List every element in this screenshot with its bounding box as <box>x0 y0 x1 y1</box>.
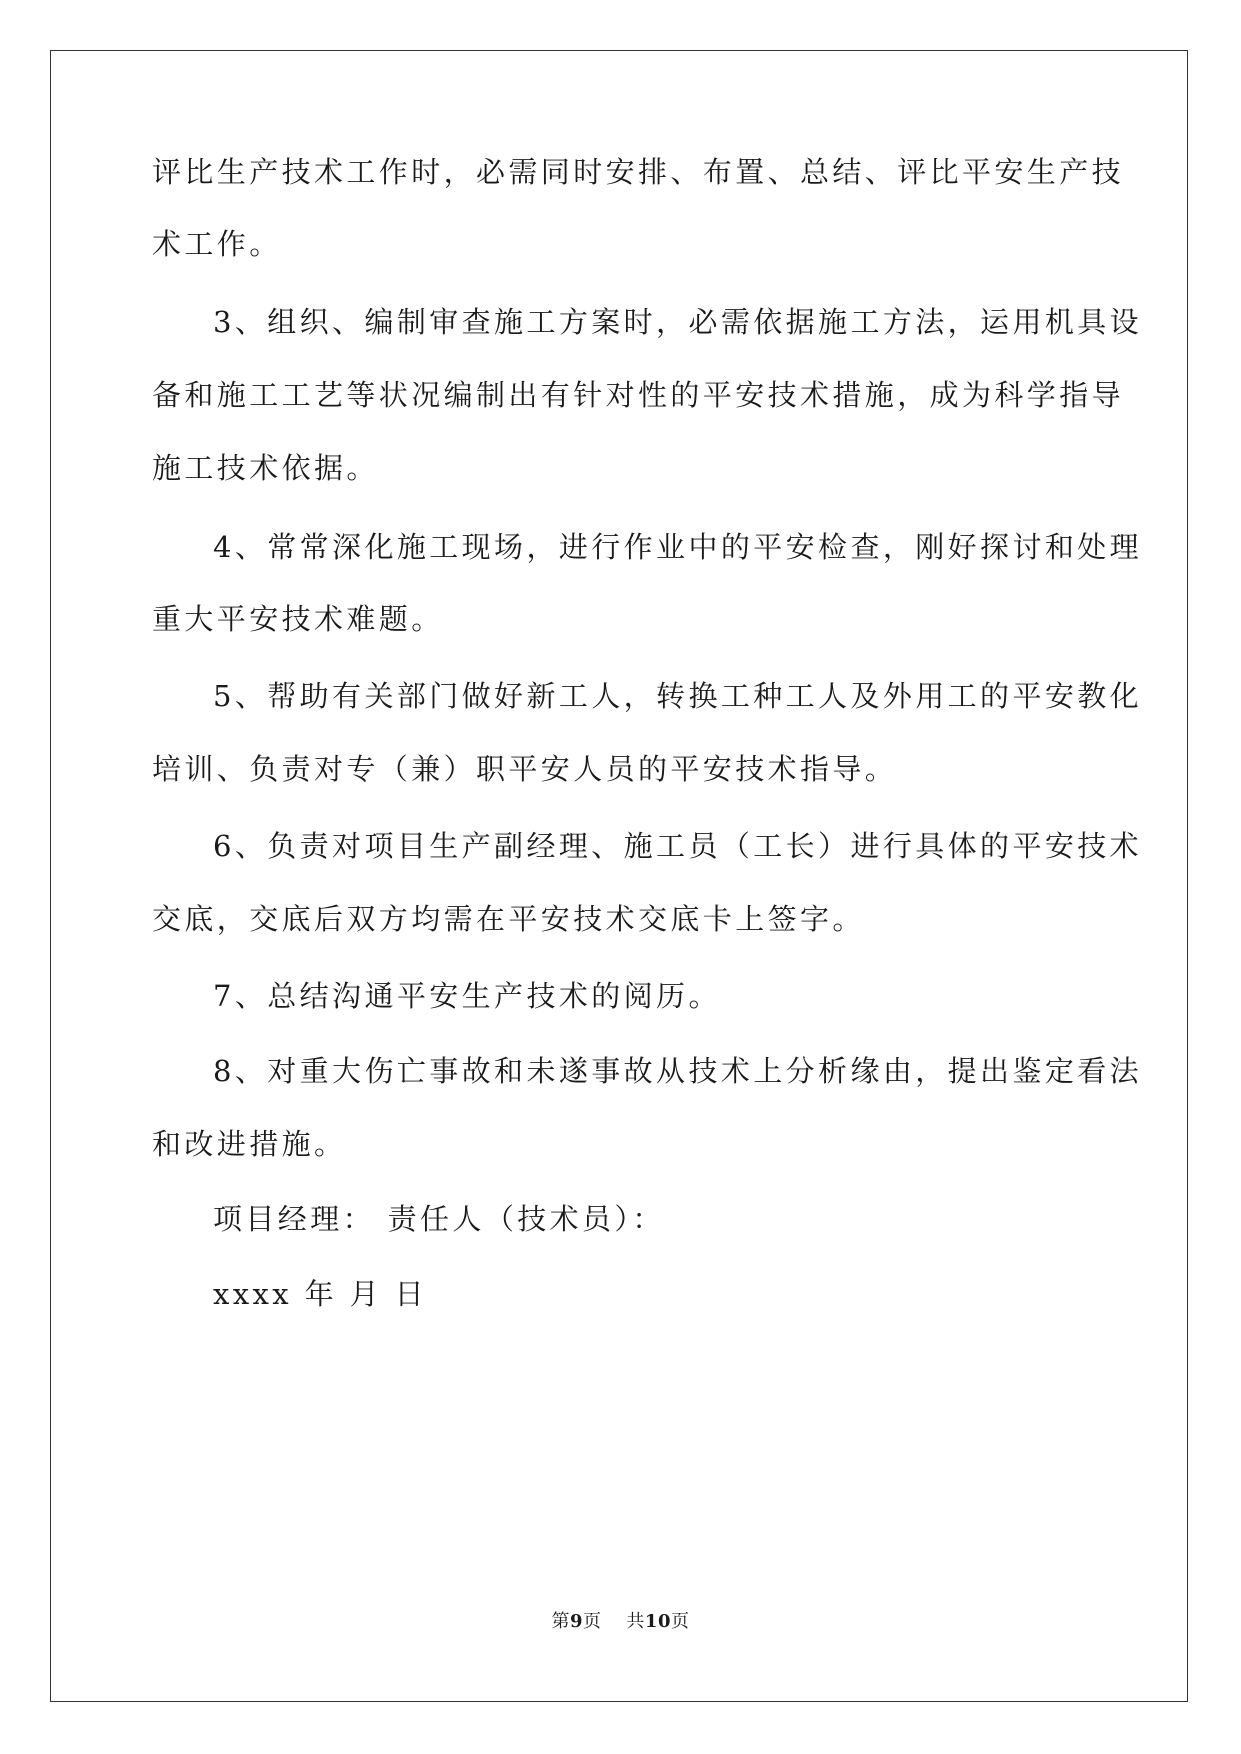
page-footer <box>0 1610 1241 1634</box>
text-line: 术工作。 <box>152 227 282 261</box>
total-pages: 10 <box>644 1611 671 1632</box>
page-label-prefix: 第 <box>551 1611 570 1632</box>
text-line-item-3: 3、组织、编制审查施工方案时，必需依据施工方法，运用机具设 <box>213 305 1143 339</box>
page-label-suffix: 页 <box>583 1611 602 1632</box>
text-line: 施工技术依据。 <box>152 451 379 485</box>
text-line-item-7: 7、总结沟通平安生产技术的阅历。 <box>213 979 721 1013</box>
signature-line: 项目经理： 责任人（技术员）： <box>213 1202 665 1236</box>
text-line: 备和施工工艺等状况编制出有针对性的平安技术措施，成为科学指导 <box>152 378 1125 412</box>
text-line: 评比生产技术工作时，必需同时安排、布置、总结、评比平安生产技 <box>152 155 1125 189</box>
text-line: 交底，交底后双方均需在平安技术交底卡上签字。 <box>152 902 865 936</box>
text-line-item-5: 5、帮助有关部门做好新工人，转换工种工人及外用工的平安教化 <box>213 679 1143 713</box>
text-line: 和改进措施。 <box>152 1127 347 1161</box>
date-line: xxxx 年 月 日 <box>213 1277 428 1311</box>
total-label-prefix: 共 <box>626 1611 645 1632</box>
text-line: 培训、负责对专（兼）职平安人员的平安技术指导。 <box>152 752 898 786</box>
text-line: 重大平安技术难题。 <box>152 602 444 636</box>
page-border <box>50 50 1188 1702</box>
text-line-item-6: 6、负责对项目生产副经理、施工员（工长）进行具体的平安技术 <box>213 829 1143 863</box>
text-line-item-4: 4、常常深化施工现场，进行作业中的平安检查，刚好探讨和处理 <box>213 530 1143 564</box>
page-number: 9 <box>570 1611 584 1632</box>
total-label-suffix: 页 <box>670 1611 690 1632</box>
text-line-item-8: 8、对重大伤亡事故和未遂事故从技术上分析缘由，提出鉴定看法 <box>213 1054 1143 1088</box>
